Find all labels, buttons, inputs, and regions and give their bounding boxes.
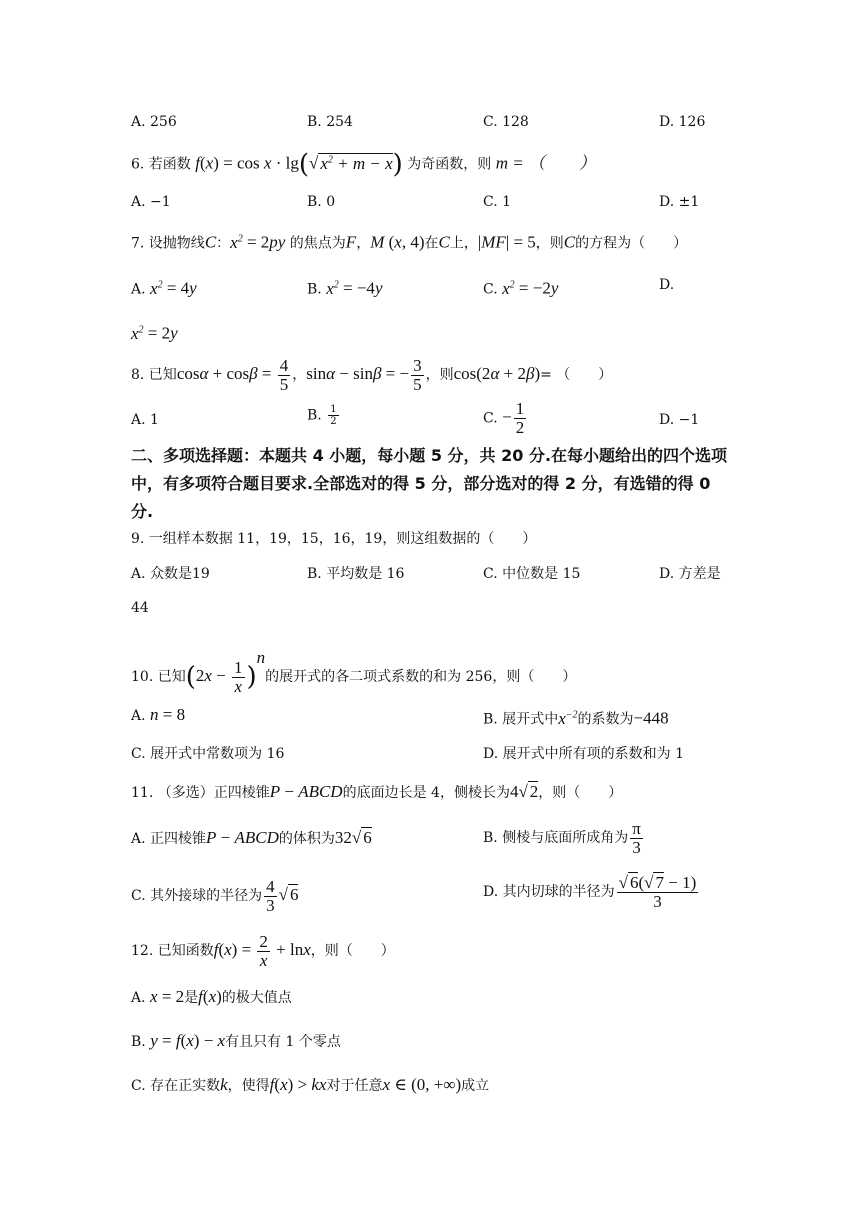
q8-option-d: D. −1 [659, 412, 700, 428]
q5-option-d: D. 126 [659, 114, 706, 130]
q12-stem: 12. 已知函数f(x) = $\frac{2}{x}$ + lnx，则（ ） [131, 931, 395, 970]
q11-option-d: D. 其内切球的半径为 $\frac{√ 6(√ 7 - 1)}{3}$ [483, 872, 697, 911]
q10-option-a: A. n = 8 [131, 705, 186, 724]
q11-option-b: B. 侧棱与底面所成角为 $\frac{\pi}{3}$ [483, 818, 641, 857]
q9-option-c: C. 中位数是 15 [483, 566, 581, 582]
q7-option-a: A. $x^2 = 4y$ [131, 278, 197, 298]
q11-option-a: A. 正四棱锥P − ABCD的体积为32√ 6 [131, 828, 372, 847]
q10-stem: 10. 已知(2x − $\frac{1}{x}$ )$^n$的展开式的各二项式系数的和为 256，则（ ） [131, 648, 577, 696]
q5-option-b: B. 254 [307, 114, 353, 130]
q9-option-d: D. 方差是 [659, 566, 721, 582]
q11-option-c: C. 其外接球的半径为 $\frac{4}{3}$ √ 6 [131, 876, 299, 915]
q9-option-b: B. 平均数是 16 [307, 566, 405, 582]
q6-option-c: C. 1 [483, 194, 512, 210]
q7-option-b: B. $x^2 = -4y$ [307, 278, 383, 298]
q7-stem: 7. 设抛物线C：$x^2 = 2py$ 的焦点为F，M (x, 4)在C上，|MF| = 5，则C的方程为（ ） [131, 232, 688, 252]
q8-option-a: A. 1 [131, 412, 159, 428]
q9-stem: 9. 一组样本数据 11，19，15，16，19，则这组数据的（ ） [131, 531, 537, 547]
q6-stem: 6. 若函数 f(x) = cos x · lg(√ $x^2 + m - x$) 为奇函数，则 m = （ ） [131, 149, 596, 180]
q6-option-a: A. −1 [131, 194, 171, 210]
q5-option-a: A. 256 [131, 114, 177, 130]
q7-option-d: D. [659, 277, 675, 293]
q10-option-c: C. 展开式中常数项为 16 [131, 746, 285, 762]
q9-option-d-value: 44 [131, 600, 149, 616]
q10-option-b: B. 展开式中$x^{-2}$的系数为−448 [483, 708, 669, 728]
q8-option-c: C. − $\frac{1}{2}$ [483, 399, 525, 437]
q10-option-d: D. 展开式中所有项的系数和为 1 [483, 746, 684, 762]
q12-option-c: C. 存在正实数k，使得f(x) > kx对于任意x ∈ (0, +∞)成立 [131, 1075, 490, 1094]
q9-option-a: A. 众数是19 [131, 566, 210, 582]
q8-option-b: B. $\frac{1}{2}$ [307, 404, 337, 427]
q5-option-c: C. 128 [483, 114, 529, 130]
section-2-heading: 二、多项选择题：本题共 4 小题，每小题 5 分，共 20 分.在每小题给出的四个选项中，有多项符合题目要求.全部选对的得 5 分，部分选对的得 2 分，有选错的得 0 分. [131, 446, 728, 521]
q12-option-b: B. y = f(x) − x有且只有 1 个零点 [131, 1031, 341, 1050]
q7-option-d-formula: $x^2 = 2y$ [131, 323, 178, 343]
q6-function: f [195, 153, 200, 173]
q6-option-d: D. ±1 [659, 194, 700, 210]
q7-option-c: C. $x^2 = -2y$ [483, 278, 559, 298]
q6-option-b: B. 0 [307, 194, 336, 210]
q12-option-a: A. x = 2是f(x)的极大值点 [131, 987, 292, 1006]
q11-stem: 11. （多选）正四棱锥P − ABCD的底面边长是 4，侧棱长为4√ 2，则（ ） [131, 782, 623, 801]
q8-stem: 8. 已知cosα + cosβ = $\frac{4}{5}$ ，sinα − sinβ = − $\frac{3}{5}$ ，则cos(2α + 2β)= （ ） [131, 355, 613, 394]
